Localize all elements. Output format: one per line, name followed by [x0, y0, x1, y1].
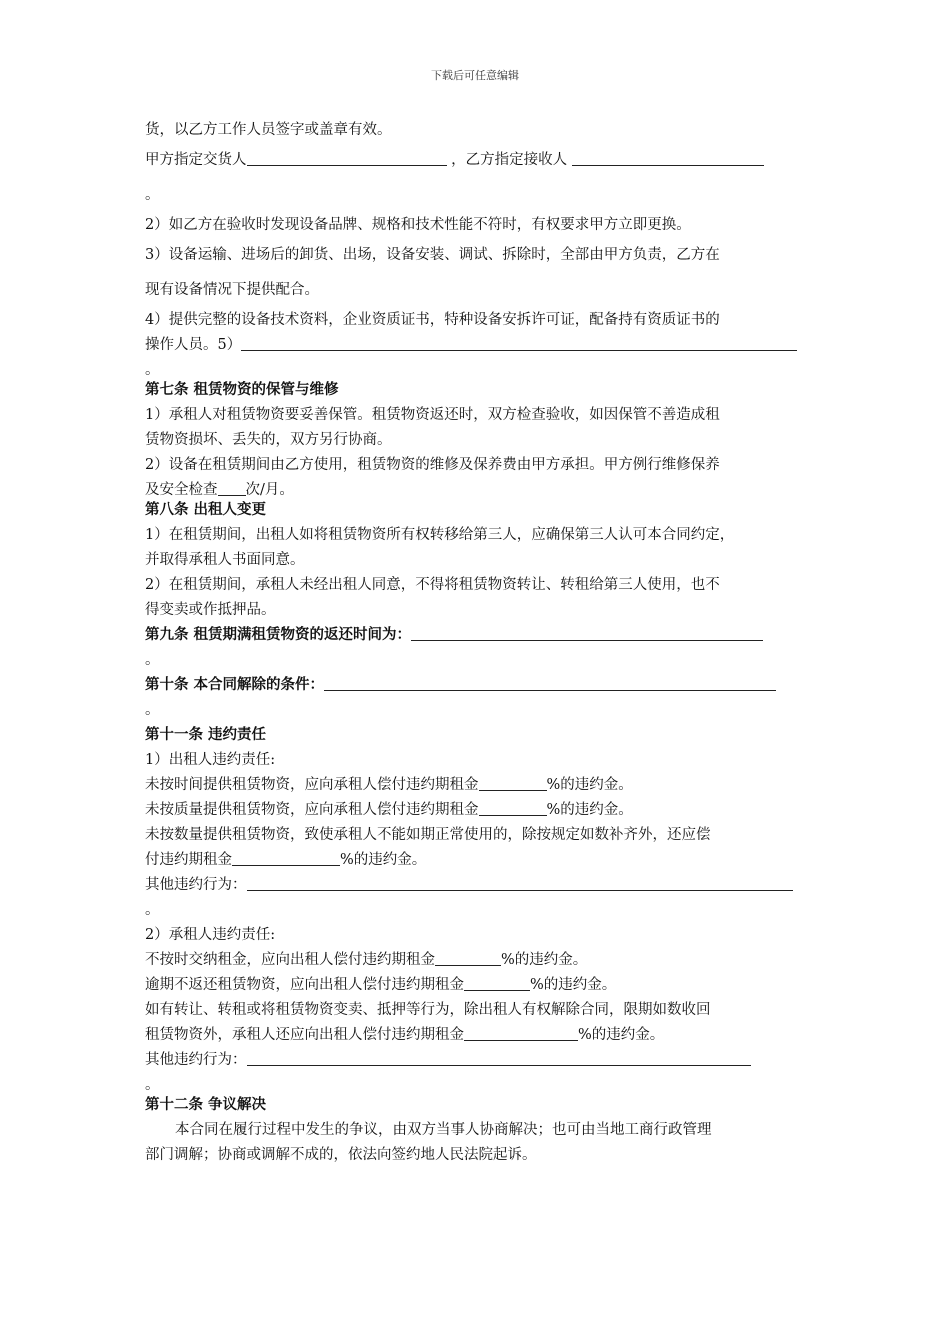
paragraph-line: 部门调解；协商或调解不成的，依法向签约地人民法院起诉。	[145, 1147, 537, 1163]
penalty-rate-blank[interactable]	[232, 851, 340, 866]
period-line: 。	[145, 902, 160, 918]
termination-conditions-blank[interactable]	[324, 676, 776, 691]
penalty-rate-blank[interactable]	[435, 951, 501, 966]
penalty-line	[145, 850, 807, 870]
penalty-rate-blank[interactable]	[479, 776, 547, 791]
paragraph-line: 1）出租人违约责任:	[145, 752, 276, 768]
penalty-label: 未按时间提供租赁物资，应向承租人偿付违约期租金	[145, 777, 479, 793]
penalty-label: 未按质量提供租赁物资，应向承租人偿付违约期租金	[145, 802, 479, 818]
period-line: 。	[145, 362, 160, 378]
period-line: 。	[145, 702, 160, 718]
penalty-label: 不按时交纳租金，应向出租人偿付违约期租金	[145, 952, 435, 968]
penalty-rate-blank[interactable]	[479, 801, 547, 816]
paragraph-line: 未按数量提供租赁物资，致使承租人不能如期正常使用的，除按规定如数补齐外，还应偿	[145, 827, 711, 843]
other-breach-blank[interactable]	[247, 1051, 751, 1066]
paragraph-line: 1）在租赁期间，出租人如将租赁物资所有权转移给第三人，应确保第三人认可本合同约定，	[145, 527, 735, 543]
item5-blank[interactable]	[241, 336, 797, 351]
period-line: 。	[145, 187, 160, 203]
paragraph-line: 2）承租人违约责任:	[145, 927, 276, 943]
other-breach-blank[interactable]	[247, 876, 793, 891]
paragraph-line: 2）设备在租赁期间由乙方使用，租赁物资的维修及保养费由甲方承担。甲方例行维修保养	[145, 457, 720, 473]
penalty-label: 逾期不返还租赁物资，应向出租人偿付违约期租金	[145, 977, 464, 993]
other-breach-line	[145, 875, 807, 895]
article-12-heading: 第十二条 争议解决	[145, 1096, 267, 1113]
penalty-rate-blank[interactable]	[464, 1026, 578, 1041]
penalty-label: 付违约期租金	[145, 852, 232, 868]
article-11-heading: 第十一条 违约责任	[145, 726, 267, 743]
paragraph-line: 赁物资损坏、丢失的，双方另行协商。	[145, 432, 392, 448]
article-8-heading: 第八条 出租人变更	[145, 501, 267, 518]
return-time-blank[interactable]	[411, 626, 763, 641]
article-9-heading	[145, 625, 807, 645]
paragraph-line: 并取得承租人书面同意。	[145, 552, 305, 568]
penalty-line	[145, 800, 807, 820]
operators-line	[145, 335, 807, 355]
penalty-line	[145, 1025, 807, 1045]
operators-label: 操作人员。5）	[145, 337, 242, 353]
paragraph-line: 4）提供完整的设备技术资料，企业资质证书，特种设备安拆许可证，配备持有资质证书的	[145, 312, 720, 328]
inspection-line	[145, 480, 807, 500]
paragraph-line: 2）在租赁期间，承租人未经出租人同意，不得将租赁物资转让、转租给第三人使用，也不	[145, 577, 720, 593]
penalty-suffix: %的违约金。	[530, 977, 617, 993]
paragraph-line: 现有设备情况下提供配合。	[145, 282, 319, 298]
penalty-label: 租赁物资外，承租人还应向出租人偿付违约期租金	[145, 1027, 464, 1043]
delivery-persons-line	[145, 150, 807, 170]
penalty-suffix: %的违约金。	[546, 777, 633, 793]
penalty-suffix: %的违约金。	[546, 802, 633, 818]
paragraph-line: 1）承租人对租赁物资要妥善保管。租赁物资返还时，双方检查验收，如因保管不善造成租	[145, 407, 720, 423]
article-10-heading	[145, 675, 807, 695]
period-line: 。	[145, 1077, 160, 1093]
deliverer-label: 甲方指定交货人	[145, 152, 247, 168]
paragraph-line: 得变卖或作抵押品。	[145, 602, 276, 618]
deliverer-blank[interactable]	[247, 151, 447, 166]
penalty-line	[145, 775, 807, 795]
penalty-rate-blank[interactable]	[464, 976, 530, 991]
other-breach-label: 其他违约行为：	[145, 1052, 247, 1068]
receiver-blank[interactable]	[572, 151, 764, 166]
article-10-text: 第十条 本合同解除的条件：	[145, 676, 325, 693]
penalty-line	[145, 975, 807, 995]
paragraph-line: 货，以乙方工作人员签字或盖章有效。	[145, 122, 392, 138]
inspection-unit: 次/月。	[245, 482, 294, 498]
inspection-label: 及安全检查	[145, 482, 218, 498]
penalty-suffix: %的违约金。	[340, 852, 427, 868]
period-line: 。	[145, 652, 160, 668]
article-7-heading: 第七条 租赁物资的保管与维修	[145, 381, 339, 398]
receiver-label: ，乙方指定接收人	[451, 152, 568, 168]
paragraph-line: 3）设备运输、进场后的卸货、出场，设备安装、调试、拆除时，全部由甲方负责，乙方在	[145, 247, 720, 263]
penalty-line	[145, 950, 807, 970]
other-breach-label: 其他违约行为：	[145, 877, 247, 893]
paragraph-line: 本合同在履行过程中发生的争议，由双方当事人协商解决；也可由当地工商行政管理	[175, 1122, 712, 1138]
article-9-text: 第九条 租赁期满租赁物资的返还时间为：	[145, 626, 412, 643]
inspection-count-blank[interactable]	[218, 481, 246, 496]
other-breach-line	[145, 1050, 807, 1070]
penalty-suffix: %的违约金。	[501, 952, 588, 968]
page-header: 下载后可任意编辑	[431, 69, 519, 82]
paragraph-line: 如有转让、转租或将租赁物资变卖、抵押等行为，除出租人有权解除合同，限期如数收回	[145, 1002, 711, 1018]
document-body	[145, 120, 807, 1165]
paragraph-line: 2）如乙方在验收时发现设备品牌、规格和技术性能不符时，有权要求甲方立即更换。	[145, 217, 691, 233]
penalty-suffix: %的违约金。	[578, 1027, 665, 1043]
